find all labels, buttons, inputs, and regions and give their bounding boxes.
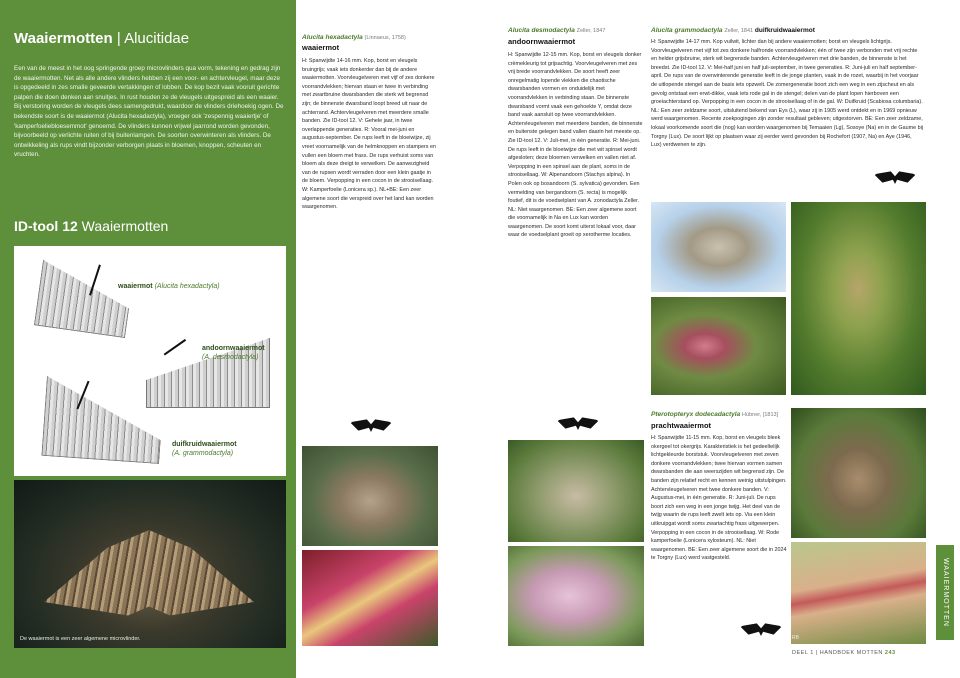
label-grammodactyla-latin: (A. grammodactyla) — [172, 450, 234, 457]
species-description: H: Spanwijdte 14-17 mm. Kop vuilwit, lichter dan bij andere waaiermotten; borst en vleugels lichtgrijs. Voorvleugelveren met vijf tot zes donkere halfronde voorrandvlekken; één of twee zijn verbonden met vrij rechte en helder grijsbruine, sterk wit begrensde banden. Achtervleugelveren met drie banden, de binnenste is het breedst. Zie ID-tool 12. V: Mei-half juni en half juli-september, in twee generaties. R: Juni-juli en half september-april. De rups van de overwinterende generatie leeft in de jonge planten, vaak in de rozet, waarbij in het voorjaar de uitlopende stengel aan de basis iets opzwelt. De zomergeneratie boort zich een weg in een zijscheut en als gevolg ontstaat een erwt-dikke, vaak iets rode gal in de stengel; delen van de plant lopen hierboven een groeiachterstand op. Verpopping in een cocon in de strooisellaag of in de gal. W: Duifkruid (Scabiosa columbaria). NL: Een zeer zeldzame soort, uitsluitend bekend van Eys (L), waar zij in 1905 werd ontdekt en in 1969 opnieuw werd waargenomen. Recente zoekpogingen zijn zonder resultaat gebleven; uitgestorven. BE: Een zeer zeldzame, lokaal voorkomende soort die (nog) kan worden waargenomen bij Temaaien (Lg), Sosoye (Na) en in de Gaume bij Torgny (Lux). De soort lijkt op plaatsen waar zij eerder werd gevonden bij Rochefort (1907, Na) en Aye (1946, Lux) verdwenen te zijn. — [651, 39, 923, 149]
footer-part: DEEL 1 — [792, 650, 814, 656]
moth-silhouette-icon — [740, 622, 782, 636]
photo-hexadactyla-adult — [302, 446, 438, 546]
species-author: Hübner, [1813] — [742, 412, 779, 418]
intro-paragraph: Een van de meest in het oog springende groep microvlinders qua vorm, tekening en gedrag zijn de waaiermotten. Net als alle andere vlinders hebben zij een voor- en achtervleugel, maar deze is opgedeeld in zes smalle geveerde vertakkingen of lobben. De kop bezit vaak vooruit gerichte palpen die doen denken aan snuitjes. In rust houden ze de vleugels uitgespreid als een waaier. Bij verstoring worden de vleugels dees samengedrukt, waardoor de vlinders driehoekig ogen. De bekendste soort is de waaiermot (Alucita hexadactyla), vroeger ook 'zespennig waaiertje' of 'kamperfoeliebloesemmot' genoemd. De vlinders kunnen vrijwel jaarrond worden gevonden, bijvoorbeeld op verlichte ruiten of bij buitenlampen. De soorten overwinteren als vlinders. De ontwikkeling als rups vindt bijzonder verborgen plaats in bloemen, knoppen, scheuten en vruchten. — [14, 65, 284, 159]
page-footer: DEEL 1 | HANDBOEK MOTTEN 243 — [792, 650, 896, 656]
species-description: H: Spanwijdte 11-15 mm. Kop, borst en vleugels bleek okergeel tot okergrijs. Karakteristiek is het gedeeltelijk lichtgekleurde borststuk. Voorvleugelveren met zeven donkere voorrandvlekken; twee hiervan vormen samen dwarsbanden die aan weerszijden wit begrensd zijn. De banden zijn relatief recht en kennen weinig uitstulpingen. Achtervleugelveren met twee donkere banden. V: Augustus-mei, in één generatie. R: Juni-juli. De rups boort zich een weg in een jonge twijg. Het deel van de twijg waarin de rups leeft zwelt iets op. Via een klein uitkruipgat wordt soms zwartachtig frass uitgewerpen. Verpopping in een cocon in de strooisellaag. W: Rode kamperfoelie (Lonicera xylosteum). NL: Niet waargenomen. BE: Een zeer algemene soort die in 2024 te Torgny (Lux) werd vastgesteld. — [651, 435, 787, 562]
species-latin: Alucita hexadactyla — [302, 34, 363, 41]
moth-silhouette-icon — [557, 416, 599, 430]
species-dutch-name: andoornwaaiermot — [508, 37, 576, 46]
photo-grammodactyla-gall — [651, 297, 786, 395]
photo-waaiermot-adult — [14, 480, 286, 648]
photo-hexadactyla-larva — [302, 550, 438, 646]
pointer-line-desmodactyla — [164, 339, 186, 355]
label-grammodactyla — [172, 440, 237, 458]
photo-credit: RB — [792, 635, 799, 641]
idtool-heading-number: ID-tool 12 — [14, 218, 78, 234]
species-heading-hexadactyla — [302, 33, 442, 43]
label-hexadactyla-name: waaiermot — [118, 283, 153, 290]
moth-silhouette-icon — [350, 418, 392, 432]
chapter-title-latin: Alucitidae — [124, 30, 190, 47]
wing-drawing-hexadactyla — [34, 260, 134, 338]
species-author: Zeller, 1847 — [576, 28, 606, 34]
species-heading-dodecadactyla — [651, 410, 791, 420]
species-heading-grammodactyla — [651, 26, 835, 36]
photo-dodecadactyla-larva — [791, 542, 926, 644]
species-latin: Alucita desmodactyla — [508, 27, 575, 34]
moth-shape — [44, 530, 254, 620]
footer-book: HANDBOEK MOTTEN — [819, 650, 883, 656]
photo-grammodactyla-adult — [651, 202, 786, 292]
label-grammodactyla-name: duifkruidwaaiermot — [172, 441, 237, 448]
page-number: 243 — [884, 650, 896, 656]
chapter-title-separator: | — [116, 30, 121, 47]
idtool-heading — [14, 218, 286, 235]
chapter-title-dutch: Waaiermotten — [14, 30, 113, 47]
photo-caption: De waaiermot is een zeer algemene microvlinder. — [20, 636, 141, 642]
chapter-title — [14, 30, 284, 48]
species-dutch-name: prachtwaaiermot — [651, 421, 712, 430]
species-description: H: Spanwijdte 12-15 mm. Kop, borst en vleugels donker crèmekleurig tot grijsachtig. Voorvleugelveren met zes vrij brede voorrandvlekken. De soort heeft zeer onregelmatig lopende vlekken die chaotische dwarsbanden vormen en onduidelijk met voorrandvlekken in verbinding staan. De binnenste dwarsband vormt vaak een gehoekte Y, omdat deze band vaak aansluit op twee voorrandvlekken. Achtervleugelveren met meerdere banden, de binnenste en buitenste gelegen band vallen daarin het meeste op. Zie ID-tool 12. V: Juli-mei, in één generatie. R: Mei-juni. De rups leeft in de bloeiwijze die met wit spinsel wordt afgesloten; deze bloemen verwelken en vallen niet af. Verpopping in een spinsel aan de plant, soms in de strooisellaag. W: Alpenandoorn (Stachys alpina). In Polen ook op bosandoorn (S. sylvatica) gevonden. Een vermelding van bergandoorn (S. recta) is mogelijk foutief, dit is de voedselplant van A. zonodactyla Zeller. NL: Niet waargenomen. BE: Een zeer algemene soort die voornamelijk in Na en Lux kan worden waargenomen. De soort komt uiterst lokaal voor, daar waar de voedselplant groeit op xerotherme locaties. — [508, 52, 643, 239]
chapter-side-tab: WAAIERMOTTEN — [936, 545, 954, 640]
idtool-heading-name: Waaiermotten — [81, 218, 169, 234]
photo-desmodactyla-adult — [508, 440, 644, 542]
photo-desmodactyla-flower — [508, 546, 644, 646]
species-dutch-name: duifkruidwaaiermot — [754, 27, 815, 34]
photo-dodecadactyla-adult — [791, 408, 926, 538]
species-latin: Alucita grammodactyla — [651, 27, 723, 34]
species-heading-desmodactyla — [508, 26, 648, 36]
species-description: H: Spanwijdte 14-16 mm. Kop, borst en vleugels bruingrijs; vaak iets donkerder dan bij de andere waaiermotten. Voorvleugelveren met vijf of zes donkere voorrandvlekken; hiervan staan er twee in verbinding met zwartbruine dwarsbanden die sterk wit begrensd zijn; de binnenste dwarsband loopt breed uit naar de achterrand. Achtervleugelveren met meerdere smalle banden. Zie ID-tool 12. V: Gehele jaar, in twee overlappende generaties. R: Vooral mei-juni en augustus-september. De rups leeft in de bloeiwijze, zij vreet voornamelijk van de helmknoppen en stampers en vullen een bloem met frass. De rups verhuist soms van bloem als deze dreigt te verwelken. De aanwezigheid van de rupsen wordt verraden door een klein gaatje in de bloem. Verpopping in een cocon in de strooisellaag. W: Kamperfoelie (Lonicera sp.). NL+BE: Een zeer algemene soort die verspreid over het land kan worden waargenomen. — [302, 58, 436, 211]
species-latin: Pterotopteryx dodecadactyla — [651, 411, 741, 418]
label-hexadactyla — [118, 282, 220, 291]
label-hexadactyla-latin: (Alucita hexadactyla) — [154, 283, 220, 290]
label-desmodactyla — [202, 344, 265, 362]
photo-grammodactyla-plant — [791, 202, 926, 395]
species-dutch-name: waaiermot — [302, 43, 340, 52]
idtool-illustration — [14, 246, 286, 476]
label-desmodactyla-latin: (A. desmodactyla) — [202, 354, 259, 361]
moth-silhouette-icon — [874, 170, 916, 184]
label-desmodactyla-name: andoornwaaiermot — [202, 345, 265, 352]
species-author: Zeller, 1841 — [724, 28, 754, 34]
species-author: (Linnaeus, 1758) — [364, 35, 406, 41]
